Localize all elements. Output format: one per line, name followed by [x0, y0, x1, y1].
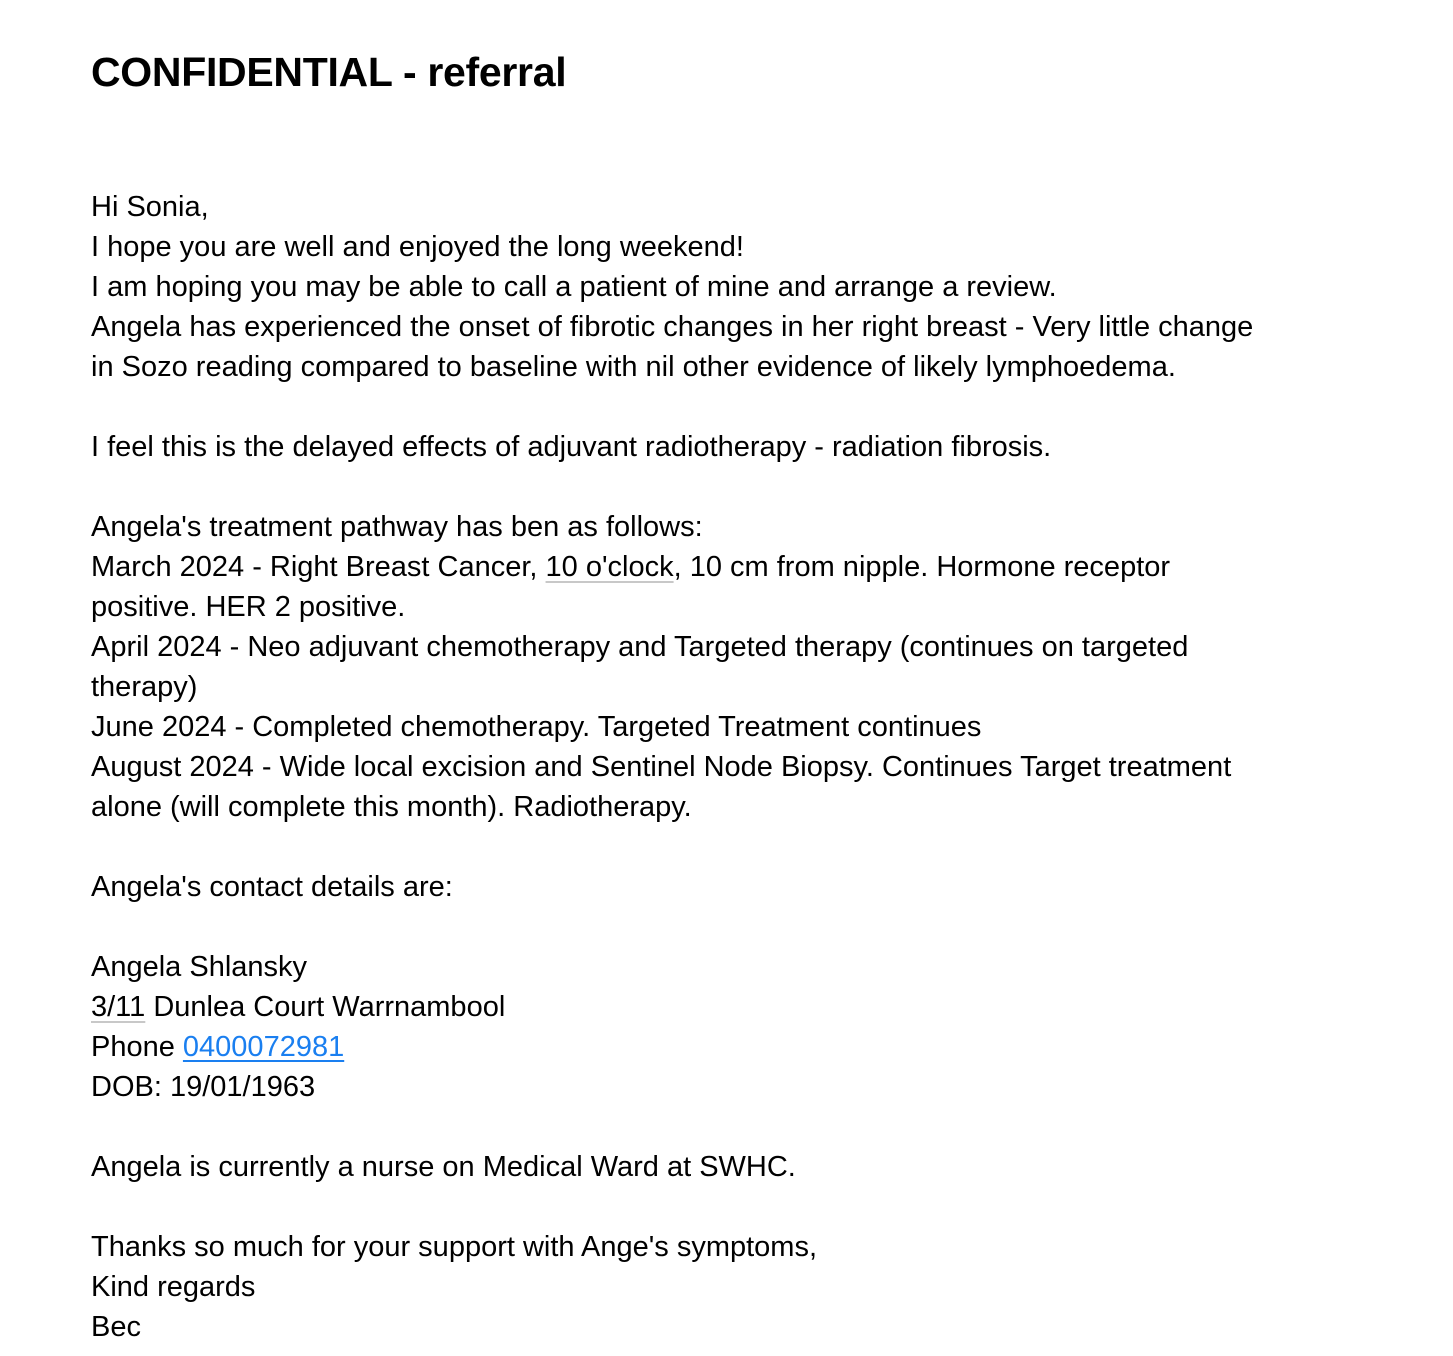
detected-time-link[interactable]: 10 o'clock — [545, 551, 674, 583]
pathway-heading: Angela's treatment pathway has ben as follows: — [91, 511, 703, 543]
pathway-april: April 2024 - Neo adjuvant chemotherapy and Targeted therapy (continues on targeted — [91, 631, 1189, 663]
blank-line — [91, 1107, 1391, 1147]
contact-heading: Angela's contact details are: — [91, 871, 453, 903]
contact-name: Angela Shlansky — [91, 951, 308, 983]
pathway-august-cont: alone (will complete this month). Radiotherapy. — [91, 791, 692, 823]
contact-phone — [91, 1027, 1391, 1067]
pathway-march-suffix: , 10 cm from nipple. Hormone receptor — [673, 551, 1171, 583]
pathway-april-cont: therapy) — [91, 671, 198, 703]
contact-address-rest: Dunlea Court Warrnambool — [145, 991, 506, 1023]
signature: Bec — [91, 1311, 141, 1343]
phone-number-link[interactable]: 0400072981 — [182, 1031, 345, 1063]
blank-line — [91, 467, 1391, 507]
email-body — [91, 187, 1391, 1347]
closing-regards: Kind regards — [91, 1271, 256, 1303]
occupation-text: Angela is currently a nurse on Medical Ward at SWHC. — [91, 1151, 796, 1183]
pathway-march — [91, 547, 1391, 587]
email-subject: CONFIDENTIAL - referral — [91, 49, 567, 95]
intro-line: I am hoping you may be able to call a patient of mine and arrange a review. — [91, 271, 1057, 303]
closing-thanks: Thanks so much for your support with Ange's symptoms, — [91, 1231, 818, 1263]
pathway-august: August 2024 - Wide local excision and Sentinel Node Biopsy. Continues Target treatment — [91, 751, 1232, 783]
blank-line — [91, 827, 1391, 867]
pathway-march-cont: positive. HER 2 positive. — [91, 591, 406, 623]
detected-address-link[interactable]: 3/11 — [91, 991, 146, 1023]
pathway-june: June 2024 - Completed chemotherapy. Targeted Treatment continues — [91, 711, 982, 743]
intro-line: I hope you are well and enjoyed the long weekend! — [91, 231, 744, 263]
phone-label: Phone — [91, 1031, 183, 1063]
blank-line — [91, 907, 1391, 947]
contact-dob: DOB: 19/01/1963 — [91, 1071, 316, 1103]
blank-line — [91, 387, 1391, 427]
contact-address — [91, 987, 1391, 1027]
intro-line: in Sozo reading compared to baseline with nil other evidence of likely lymphoedema. — [91, 351, 1176, 383]
pathway-march-prefix: March 2024 - Right Breast Cancer, — [91, 551, 546, 583]
greeting: Hi Sonia, — [91, 191, 209, 223]
blank-line — [91, 1187, 1391, 1227]
opinion-text: I feel this is the delayed effects of adjuvant radiotherapy - radiation fibrosis. — [91, 431, 1052, 463]
intro-line: Angela has experienced the onset of fibrotic changes in her right breast - Very little change — [91, 311, 1254, 343]
